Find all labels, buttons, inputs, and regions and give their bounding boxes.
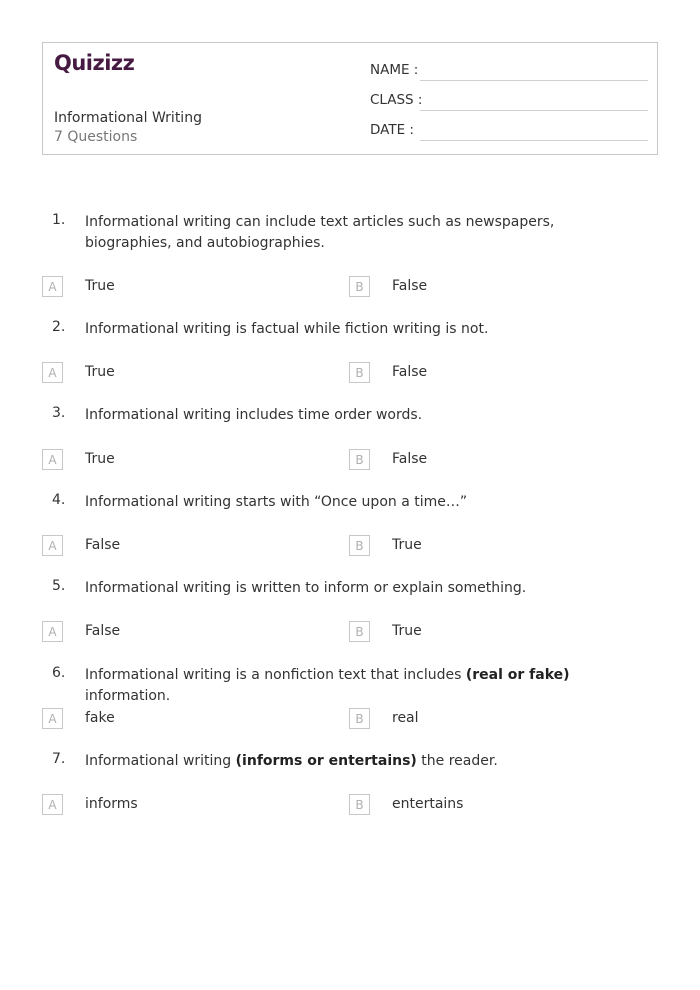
bold-choices: (real or fake): [465, 667, 570, 683]
quizizz-logo: Quizizz: [54, 51, 135, 75]
question-text: Informational writing can include text articles such as newspapers, biographies, and autobiographies.: [85, 214, 555, 251]
name-line[interactable]: [420, 80, 648, 81]
option-letter-box[interactable]: A: [42, 362, 63, 383]
name-label: NAME :: [370, 62, 419, 78]
question-text: Informational writing starts with “Once upon a time…”: [85, 494, 468, 510]
class-line[interactable]: [420, 110, 648, 111]
worksheet-header: [42, 42, 658, 155]
question-number: 5.: [52, 578, 66, 594]
option-text: True: [85, 451, 115, 467]
option-letter-box[interactable]: A: [42, 621, 63, 642]
option-text: real: [392, 710, 419, 726]
question-text: Informational writing is factual while fiction writing is not.: [85, 321, 489, 337]
question-text: Informational writing includes time order words.: [85, 407, 423, 423]
question-count: 7 Questions: [54, 129, 138, 145]
question-text: Informational writing (informs or entertains) the reader.: [85, 753, 498, 769]
option-letter-box[interactable]: A: [42, 276, 63, 297]
option-text: True: [392, 537, 422, 553]
option-text: False: [392, 451, 428, 467]
option-text: True: [85, 364, 115, 380]
option-text: False: [85, 623, 121, 639]
option-letter-box[interactable]: B: [349, 276, 370, 297]
name-field[interactable]: [370, 59, 648, 81]
option-letter-box[interactable]: A: [42, 794, 63, 815]
question-number: 1.: [52, 212, 66, 228]
option-letter-box[interactable]: B: [349, 449, 370, 470]
question-text: Informational writing is a nonfiction text that includes (real or fake) information.: [85, 667, 570, 704]
question-number: 7.: [52, 751, 66, 767]
worksheet-title: Informational Writing: [54, 110, 202, 126]
question-number: 4.: [52, 492, 66, 508]
option-text: entertains: [392, 796, 464, 812]
option-text: False: [392, 364, 428, 380]
option-letter-box[interactable]: B: [349, 621, 370, 642]
option-text: fake: [85, 710, 115, 726]
question-number: 3.: [52, 405, 66, 421]
option-letter-box[interactable]: A: [42, 535, 63, 556]
option-text: informs: [85, 796, 138, 812]
bold-choices: (informs or entertains): [235, 753, 417, 769]
option-text: True: [392, 623, 422, 639]
option-text: False: [392, 278, 428, 294]
option-text: False: [85, 537, 121, 553]
class-label: CLASS :: [370, 92, 423, 108]
option-letter-box[interactable]: B: [349, 794, 370, 815]
class-field[interactable]: [370, 89, 648, 111]
date-label: DATE :: [370, 122, 414, 138]
question-number: 2.: [52, 319, 66, 335]
option-letter-box[interactable]: B: [349, 362, 370, 383]
option-letter-box[interactable]: B: [349, 708, 370, 729]
date-field[interactable]: [370, 119, 648, 141]
option-letter-box[interactable]: A: [42, 449, 63, 470]
date-line[interactable]: [420, 140, 648, 141]
question-text: Informational writing is written to inform or explain something.: [85, 580, 527, 596]
option-text: True: [85, 278, 115, 294]
question-number: 6.: [52, 665, 66, 681]
option-letter-box[interactable]: A: [42, 708, 63, 729]
option-letter-box[interactable]: B: [349, 535, 370, 556]
